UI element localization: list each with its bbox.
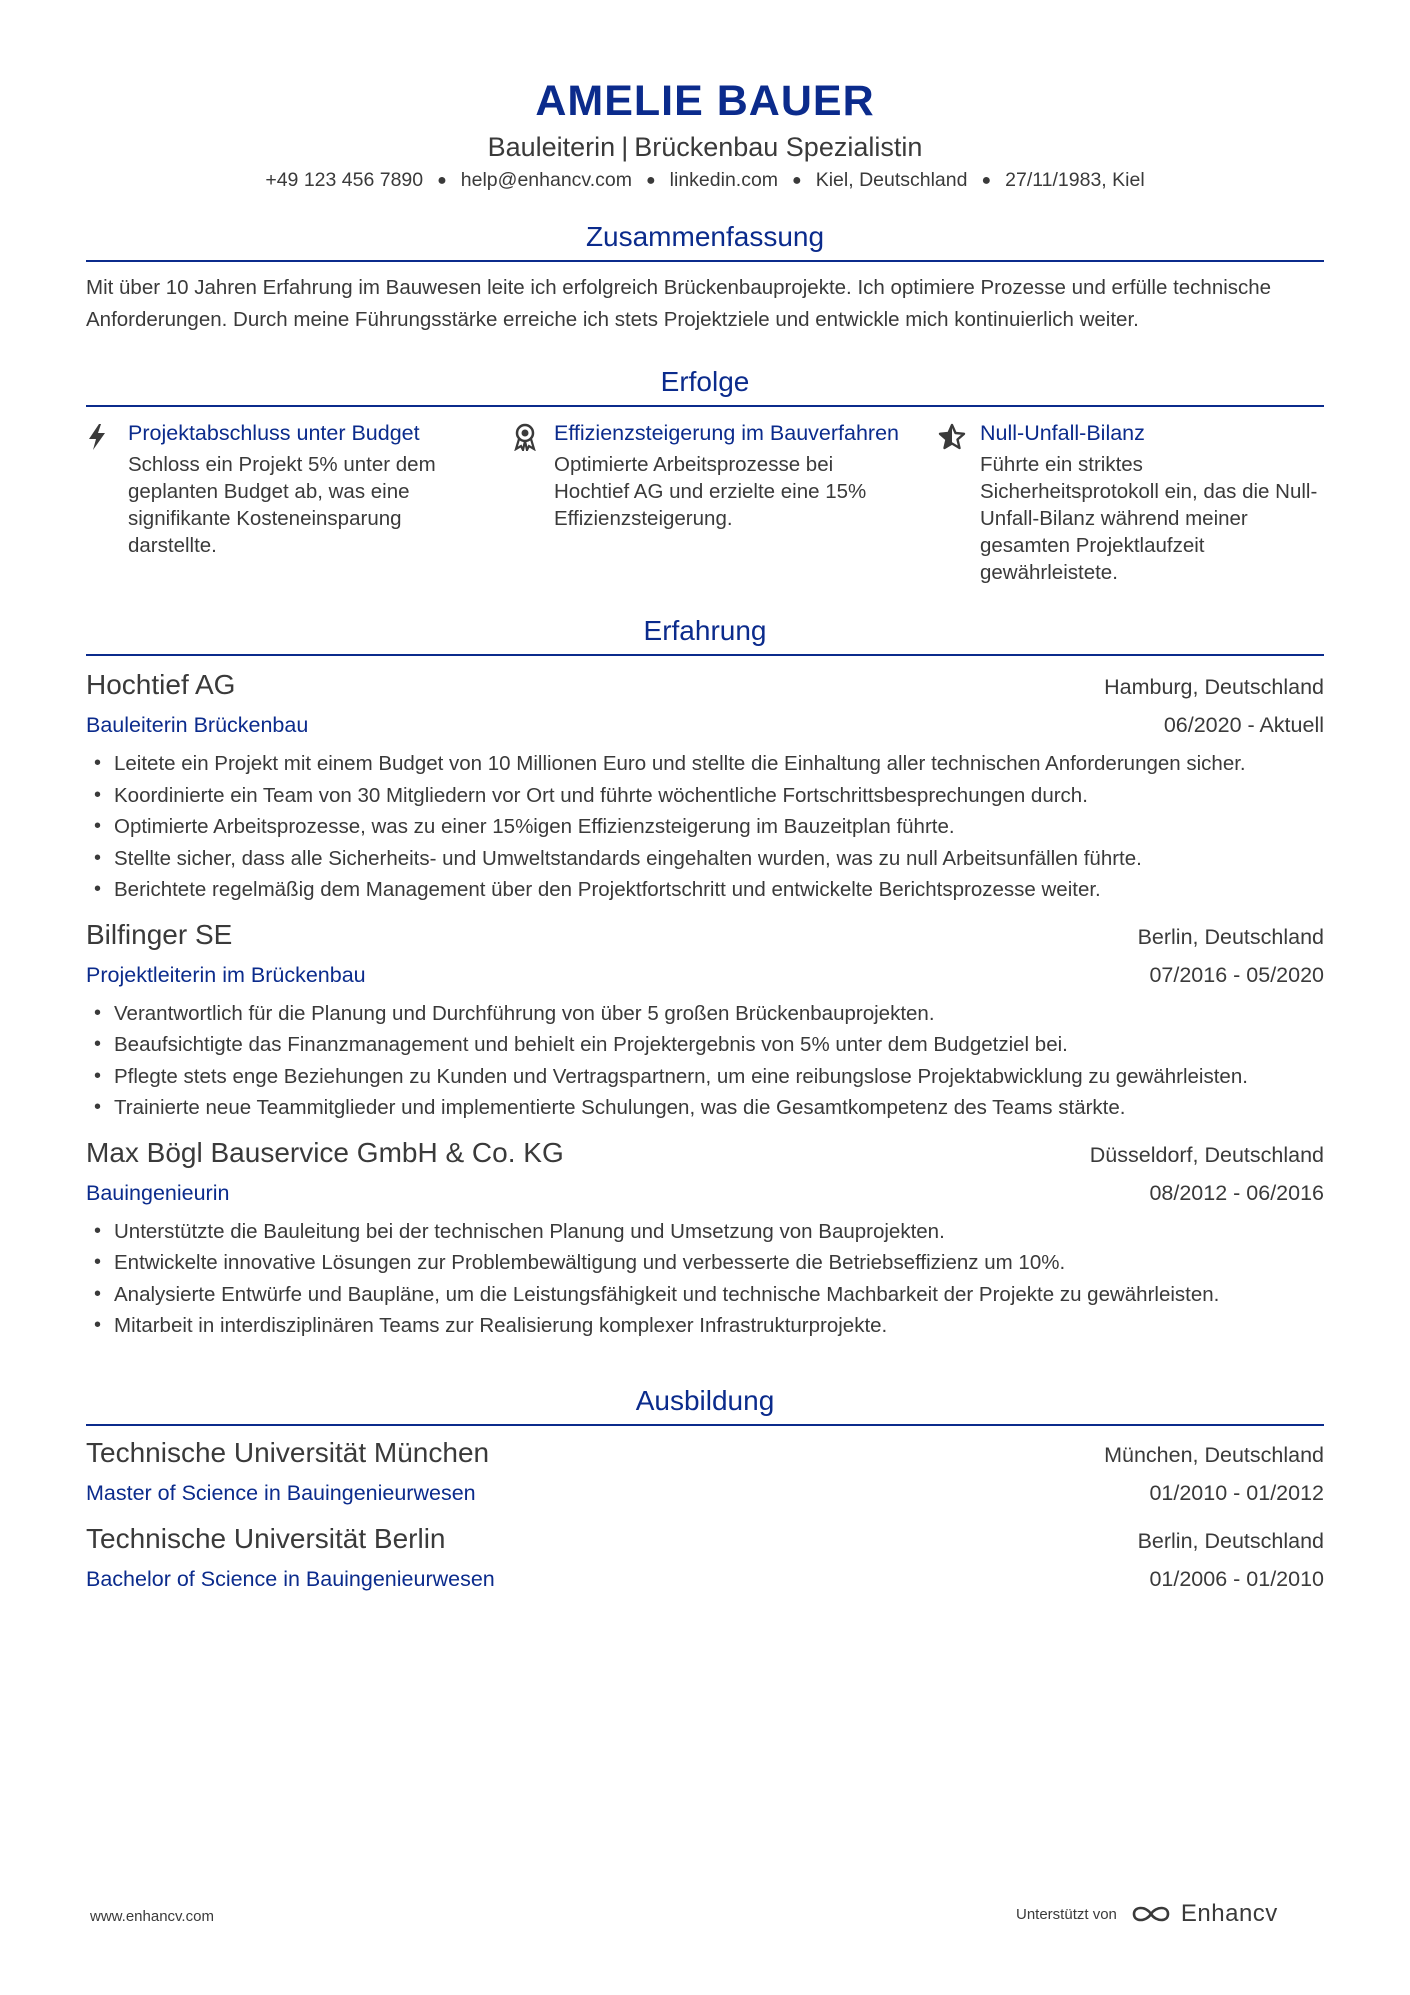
job-company: Hochtief AG xyxy=(86,669,236,700)
resume-header xyxy=(86,74,1324,196)
achievements-section xyxy=(86,363,1324,586)
contact-separator: ● xyxy=(981,172,992,189)
award-ribbon-icon xyxy=(512,419,554,586)
job-bullets xyxy=(86,1216,1324,1342)
achievement-title: Effizienzsteigerung im Bauverfahren xyxy=(554,421,899,445)
contact-separator: ● xyxy=(792,172,802,189)
job-company: Bilfinger SE xyxy=(86,918,233,950)
education-location: Berlin, Deutschland xyxy=(1137,1528,1324,1553)
achievement-desc: Führte ein striktes Sicherheitsprotokoll ein, das die Null-Unfall-Bilanz während meiner gesamten Projektlaufzeit gewährleistete. xyxy=(980,453,1318,584)
job-bullets xyxy=(86,748,1324,906)
job-entry xyxy=(86,666,1324,906)
contact-separator: ● xyxy=(645,172,656,189)
achievements-list xyxy=(86,419,1324,586)
achievement-item xyxy=(938,419,1325,586)
summary-heading: Zusammenfassung xyxy=(86,218,1324,262)
candidate-title xyxy=(86,130,1324,164)
job-dates: 06/2020 - Aktuell xyxy=(1163,713,1324,737)
job-dates: 07/2016 - 05/2020 xyxy=(1149,962,1324,987)
list-item: • Analysierte Entwürfe und Baupläne, um die Leistungsfähigkeit und technische Machbarkeit der Projekte zu gewährleisten. xyxy=(86,1279,1324,1311)
list-item: • Mitarbeit in interdisziplinären Teams zur Realisierung komplexer Infrastrukturprojekte. xyxy=(86,1310,1324,1342)
job-entry xyxy=(86,916,1324,1124)
education-degree: Master of Science in Bauingenieurwesen xyxy=(86,1480,476,1505)
education-dates: 01/2006 - 01/2010 xyxy=(1149,1566,1324,1591)
list-item: • Verantwortlich für die Planung und Durchführung von über 5 großen Brückenbauprojekten. xyxy=(86,998,1324,1030)
contact-location: Kiel, Deutschland xyxy=(815,169,968,191)
achievement-title: Projektabschluss unter Budget xyxy=(128,421,420,445)
education-degree: Bachelor of Science in Bauingenieurwesen xyxy=(86,1566,495,1591)
achievement-title: Null-Unfall-Bilanz xyxy=(980,421,1145,445)
job-bullets xyxy=(86,998,1324,1124)
title-specialty: Brückenbau Spezialistin xyxy=(634,132,923,162)
contact-birth: 27/11/1983, Kiel xyxy=(1005,169,1145,191)
job-entry xyxy=(86,1134,1324,1342)
list-item: • Leitete ein Projekt mit einem Budget von 10 Millionen Euro und stellte die Einhaltung aller technischen Anforderungen sicher. xyxy=(86,748,1324,780)
education-entry xyxy=(86,1520,1324,1598)
job-location: Berlin, Deutschland xyxy=(1137,924,1324,949)
job-dates: 08/2012 - 06/2016 xyxy=(1149,1180,1324,1205)
footer-website[interactable]: www.enhancv.com xyxy=(90,1908,214,1925)
achievement-desc: Optimierte Arbeitsprozesse bei Hochtief AG und erzielte eine 15% Effizienzsteigerung. xyxy=(554,453,867,530)
education-school: Technische Universität Berlin xyxy=(86,1522,446,1554)
job-role: Projektleiterin im Brückenbau xyxy=(86,962,366,987)
education-section xyxy=(86,1382,1324,1598)
contact-separator: ● xyxy=(437,172,447,189)
list-item: • Beaufsichtigte das Finanzmanagement und behielt ein Projektergebnis von 5% unter dem Budgetziel bei. xyxy=(86,1029,1324,1061)
job-company: Max Bögl Bauservice GmbH & Co. KG xyxy=(86,1136,564,1168)
job-location: Düsseldorf, Deutschland xyxy=(1089,1142,1324,1167)
star-icon xyxy=(938,419,980,586)
education-location: München, Deutschland xyxy=(1104,1442,1324,1467)
list-item: • Stellte sicher, dass alle Sicherheits- und Umweltstandards eingehalten wurden, was zu null Arbeitsunfällen führte. xyxy=(86,843,1324,875)
contact-linkedin[interactable]: linkedin.com xyxy=(669,169,779,191)
list-item: • Unterstützte die Bauleitung bei der technischen Planung und Umsetzung von Bauprojekten. xyxy=(86,1216,1324,1248)
education-school: Technische Universität München xyxy=(86,1436,490,1468)
footer-powered-by: Unterstützt von xyxy=(1016,1905,1117,1923)
list-item: • Pflegte stets enge Beziehungen zu Kunden und Vertragspartnern, um eine reibungslose Projektabwicklung zu gewährleisten. xyxy=(86,1061,1324,1093)
candidate-name: AMELIE BAUER xyxy=(535,77,875,125)
contact-phone: +49 123 456 7890 xyxy=(265,169,424,191)
summary-section xyxy=(86,218,1324,335)
achievement-item xyxy=(86,419,512,586)
list-item: • Koordinierte ein Team von 30 Mitgliedern vor Ort und führte wöchentliche Fortschrittsbesprechungen durch. xyxy=(86,780,1324,812)
title-separator: | xyxy=(621,132,629,162)
experience-section xyxy=(86,612,1324,1342)
list-item: • Berichtete regelmäßig dem Management über den Projektfortschritt und entwickelte Berichtsprozesse weiter. xyxy=(86,874,1324,906)
achievements-heading: Erfolge xyxy=(86,363,1324,407)
resume-page xyxy=(86,74,1324,1598)
footer-brand: Enhancv xyxy=(1180,1900,1278,1927)
footer-branding[interactable] xyxy=(1016,1900,1278,1928)
enhancv-infinity-icon xyxy=(1129,1902,1173,1926)
list-item: • Entwickelte innovative Lösungen zur Problembewältigung und verbesserte die Betriebseffizienz um 10%. xyxy=(86,1247,1324,1279)
lightning-icon xyxy=(86,419,128,586)
list-item: • Optimierte Arbeitsprozesse, was zu einer 15%igen Effizienzsteigerung im Bauzeitplan führte. xyxy=(86,811,1324,843)
education-dates: 01/2010 - 01/2012 xyxy=(1149,1480,1324,1505)
job-role: Bauingenieurin xyxy=(86,1180,230,1205)
achievement-item xyxy=(512,419,938,586)
contact-line xyxy=(86,166,1324,196)
summary-text: Mit über 10 Jahren Erfahrung im Bauwesen leite ich erfolgreich Brückenbauprojekte. Ich optimiere Prozesse und erfülle technische Anforderungen. Durch meine Führungsstärke erreiche ich stets Projektziele und entwickle mich kontinuierlich weiter. xyxy=(86,276,1272,331)
experience-heading: Erfahrung xyxy=(86,612,1324,656)
education-heading: Ausbildung xyxy=(86,1382,1324,1426)
job-location: Hamburg, Deutschland xyxy=(1104,675,1324,699)
title-role: Bauleiterin xyxy=(487,132,616,162)
job-role: Bauleiterin Brückenbau xyxy=(86,713,309,737)
education-entry xyxy=(86,1434,1324,1512)
contact-email[interactable]: help@enhancv.com xyxy=(460,169,632,191)
list-item: • Trainierte neue Teammitglieder und implementierte Schulungen, was die Gesamtkompetenz des Teams stärkte. xyxy=(86,1092,1324,1124)
achievement-desc: Schloss ein Projekt 5% unter dem geplanten Budget ab, was eine signifikante Kosteneinsparung darstellte. xyxy=(128,453,436,557)
